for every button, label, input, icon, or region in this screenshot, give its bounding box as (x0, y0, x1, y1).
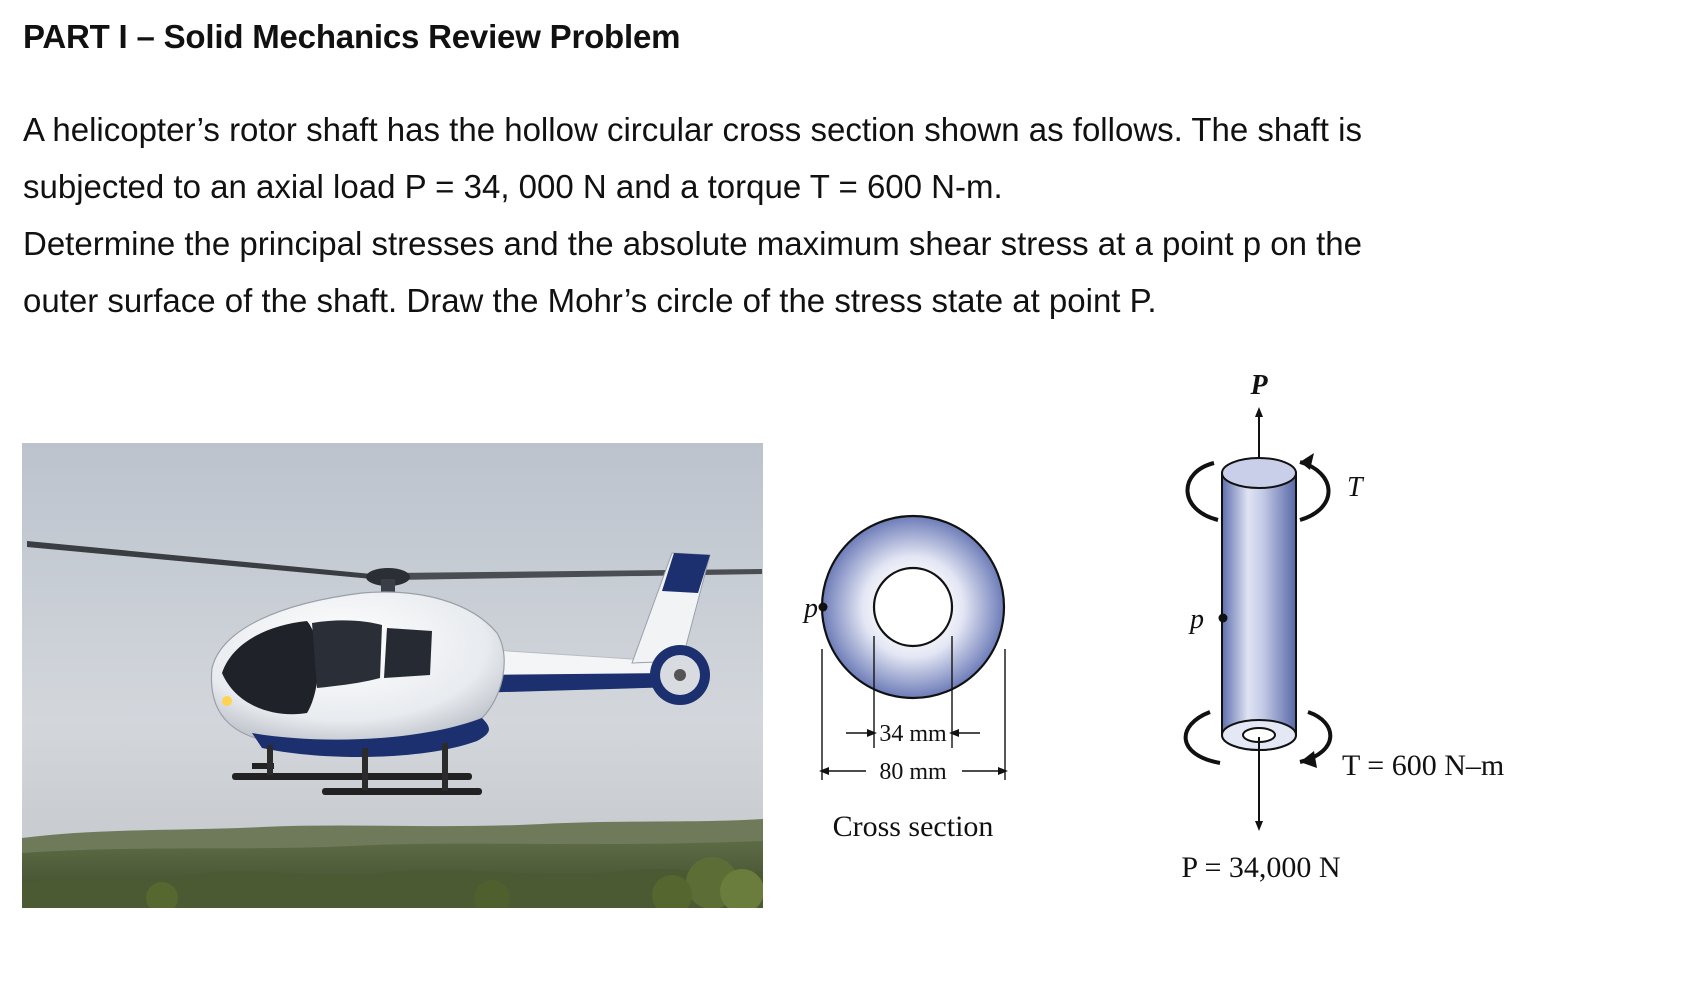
inner-diameter-label: 34 mm (879, 721, 947, 747)
problem-statement (23, 101, 1653, 329)
page-title: PART I – Solid Mechanics Review Problem (23, 18, 681, 55)
problem-line-4: outer surface of the shaft. Draw the Mohr’s circle of the stress state at point P. (23, 282, 1157, 319)
axial-load-symbol: P (1250, 370, 1268, 401)
loaded-shaft (1181, 370, 1504, 884)
outer-diameter-label: 80 mm (879, 759, 947, 785)
cross-section-point-label: p (804, 593, 818, 624)
shaft-figure (780, 360, 1540, 910)
problem-line-1: A helicopter’s rotor shaft has the hollow circular cross section shown as follows. The shaft is (23, 111, 1362, 148)
point-p-marker (819, 603, 828, 612)
shaft-top-end (1222, 458, 1296, 488)
shaft-body (1222, 473, 1296, 750)
torque-arrow-bottom-left (1186, 712, 1220, 763)
shaft-diagram (780, 360, 1540, 910)
shaft-point-p-marker (1219, 614, 1228, 623)
torque-value: T = 600 N–m (1342, 749, 1505, 782)
axial-load-value: P = 34,000 N (1181, 851, 1341, 884)
torque-arrow-top-left (1187, 463, 1218, 520)
torque-symbol: T (1347, 472, 1363, 503)
helicopter-photo (22, 443, 763, 908)
problem-line-3: Determine the principal stresses and the absolute maximum shear stress at a point p on the (23, 225, 1363, 262)
torque-arrow-bottom-right (1300, 712, 1330, 762)
helicopter-illustration (22, 443, 763, 908)
problem-line-2: subjected to an axial load P = 34, 000 N and a torque T = 600 N-m. (23, 168, 1003, 205)
torque-arrow-top-right (1300, 462, 1329, 520)
cross-section-caption: Cross section (832, 810, 994, 843)
shaft-point-label: p (1190, 604, 1204, 635)
inner-circle (874, 568, 952, 646)
cross-section (802, 516, 1005, 843)
